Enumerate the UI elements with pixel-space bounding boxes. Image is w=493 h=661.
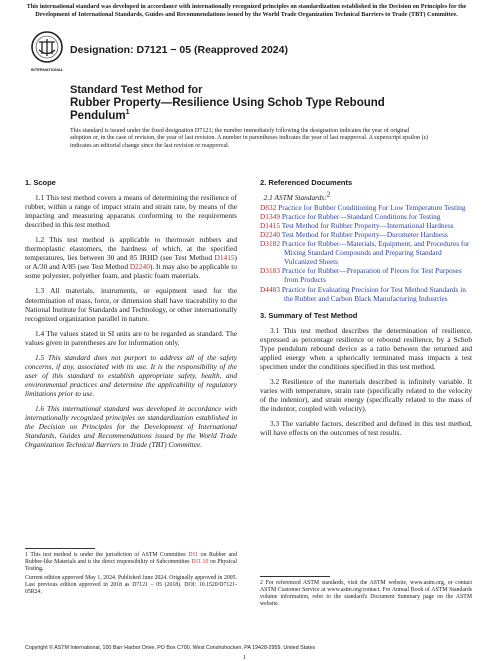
reference-item[interactable] [260, 239, 472, 266]
reference-title-link[interactable]: Practice for Rubber—Preparation of Pieces for Test Purposes from Products [281, 266, 462, 285]
reference-title-link[interactable]: Test Method for Rubber Property—Durometer Hardness [281, 230, 448, 240]
footnote-1-text-a: 1 This test method is under the jurisdiction of ASTM Committee [25, 552, 189, 558]
scope-heading: 1. Scope [25, 178, 56, 187]
title-line-1: Standard Test Method for [70, 84, 203, 96]
reference-code-link[interactable]: D4483 [260, 284, 280, 294]
summary-3-2: 3.2 Resilience of the materials described is infinitely variable. It varies with temperature, strain rate (specifically related to the velocity of the indentor), and strain energy (specifically related to the mass of the indentor, coupled with velocity). [260, 376, 472, 414]
scope-1-2-text-c: ). It may also be applicable to some polyester, polyether foam, and plastic foam materials. [25, 262, 237, 281]
summary-3-1: 3.1 This test method describes the determination of resilience, expressed as percentage resilience or rebound resilience, by a Schob Type pendulum rebound device as a ratio between the returned and applied energy when a spherically terminated mass impacts a test specimen under the conditions specified in this test method. [260, 325, 472, 371]
right-column [260, 178, 472, 443]
footnote-1 [25, 552, 237, 573]
references-intro [260, 190, 472, 203]
reference-title-link[interactable]: Test Method for Rubber Property—International Hardness [281, 221, 454, 231]
reference-list [260, 203, 472, 303]
reference-item[interactable] [260, 266, 472, 284]
reference-code-link[interactable]: D832 [260, 203, 277, 213]
reference-title-link[interactable]: Practice for Rubber Conditioning For Low Temperature Testing [278, 203, 466, 213]
page-number: 1 [243, 655, 246, 661]
summary-3-3: 3.3 The variable factors, described and defined in this test method, will have effects on the outcomes of test results. [260, 419, 472, 438]
scope-1-3: 1.3 All materials, instruments, or equipment used for the determination of mass, force, or dimension shall have traceability to the National Institute for Standards and Technology, or other internationally recognized organization parallel in nature. [25, 286, 237, 323]
footnote-rule-right [260, 576, 330, 577]
references-intro-text: 2.1 ASTM Standards: [263, 193, 327, 203]
reference-item[interactable] [260, 285, 472, 303]
copyright: Copyright © ASTM International, 100 Barr Harbor Drive, PO Box C700, West Conshohocken, PA 19428-2959. United States [25, 645, 316, 651]
summary-heading: 3. Summary of Test Method [260, 310, 358, 320]
references-heading: 2. Referenced Documents [260, 178, 353, 187]
scope-1-2-text-a: 1.2 This test method is applicable to thermoset rubbers and thermoplastic elastomers, the hardness of which, at the specified temperatures, lies between 30 and 85 IRHD (see Test Method [25, 235, 237, 263]
title-text: Rubber Property—Resilience Using Schob Type Rebound Pendulum [70, 97, 385, 122]
scope-1-1: 1.1 This test method covers a means of determining the resilience of rubber, within a range of impact strain and strain rate, by means of the impacting and measuring apparatus conforming to the requirements described in this test method. [25, 193, 237, 230]
reference-code-link[interactable]: D3183 [260, 266, 280, 276]
reference-item[interactable] [260, 230, 472, 239]
left-column [25, 178, 237, 455]
top-notice: This international standard was developed in accordance with internationally recognized principles on standardization established in the Decision on Principles for the Development of International Standards, Guides and Recommendations issued by the World Trade Organization Technical Barriers to Trade (TBT) Committee. [26, 3, 467, 18]
footnote-edition: Current edition approved May 1, 2024. Published June 2024. Originally approved in 2005. Last previous edition approved in 2018 as D7121 – 05 (2018). DOI: 10.1520/D7121-05R24. [25, 575, 237, 595]
scope-1-5: 1.5 This standard does not purport to address all of the safety concerns, if any, associated with its use. It is the responsibility of the user of this standard to establish appropriate safety, health, and environmental practices and determine the applicability of regulatory limitations prior to use. [25, 352, 237, 398]
footnote-1-text-c: on Physical Testing. [25, 559, 237, 572]
reference-code-link[interactable]: D1349 [260, 212, 280, 222]
scope-1-2 [25, 235, 237, 280]
scope-1-4: 1.4 The values stated in SI units are to be regarded as standard. The values given in parentheses are for information only. [25, 328, 237, 347]
title-line-2 [70, 97, 430, 123]
footnote-1-text-b: on Rubber and Rubber-like Materials and is the direct responsibility of Subcommittee [25, 552, 237, 565]
scope-1-2-text-b: ) or A/30 and A/85 (see Test Method [25, 253, 237, 272]
footnote-rule-left [25, 548, 95, 549]
link-d11[interactable]: D11 [188, 552, 199, 558]
references-footnote-mark: 2 [326, 190, 331, 199]
footnotes-left [25, 552, 237, 598]
link-d2240[interactable]: D2240 [129, 262, 150, 272]
reference-title-link[interactable]: Practice for Evaluating Precision for Test Method Standards in the Rubber and Carbon Black Manufacturing Industries [281, 284, 466, 303]
reference-item[interactable] [260, 221, 472, 230]
title-footnote-mark: 1 [125, 109, 130, 117]
link-d1415[interactable]: D1415 [214, 253, 235, 263]
link-d11-10[interactable]: D11.10 [191, 559, 209, 565]
reference-code-link[interactable]: D3182 [260, 239, 280, 249]
logo-text: INTERNATIONAL [30, 67, 64, 72]
document-title [70, 84, 430, 123]
scope-1-6: 1.6 This international standard was developed in accordance with internationally recognized principles on standardization established in the Decision on Principles for the Development of International Standards, Guides and Recommendations issued by the World Trade Organization Technical Barriers to Trade (TBT) Committee. [25, 403, 237, 450]
reference-item[interactable] [260, 203, 472, 212]
footnote-2: 2 For referenced ASTM standards, visit the ASTM website, www.astm.org, or contact ASTM Customer Service at www.astm.org/contact. For Annual Book of ASTM Standards volume information, refer to the standard's Document Summary page on the ASTM website. [260, 580, 472, 607]
reference-title-link[interactable]: Practice for Rubber—Standard Conditions for Testing [281, 212, 441, 222]
issued-note: This standard is issued under the fixed designation D7121; the number immediately following the designation indicates the year of original adoption or, in the case of revision, the year of last revision. A number in parentheses indicates the year of last reapproval. A superscript epsilon (ε) indicates an editorial change since the last revision or reapproval. [70, 128, 429, 149]
reference-title-link[interactable]: Practice for Rubber—Materials, Equipment, and Procedures for Mixing Standard Compounds and Preparing Standard Vulcanized Sheets [281, 239, 470, 267]
astm-logo [30, 30, 64, 74]
designation: Designation: D7121 − 05 (Reapproved 2024) [70, 44, 288, 56]
reference-code-link[interactable]: D2240 [260, 230, 280, 240]
reference-item[interactable] [260, 212, 472, 221]
reference-code-link[interactable]: D1415 [260, 221, 280, 231]
